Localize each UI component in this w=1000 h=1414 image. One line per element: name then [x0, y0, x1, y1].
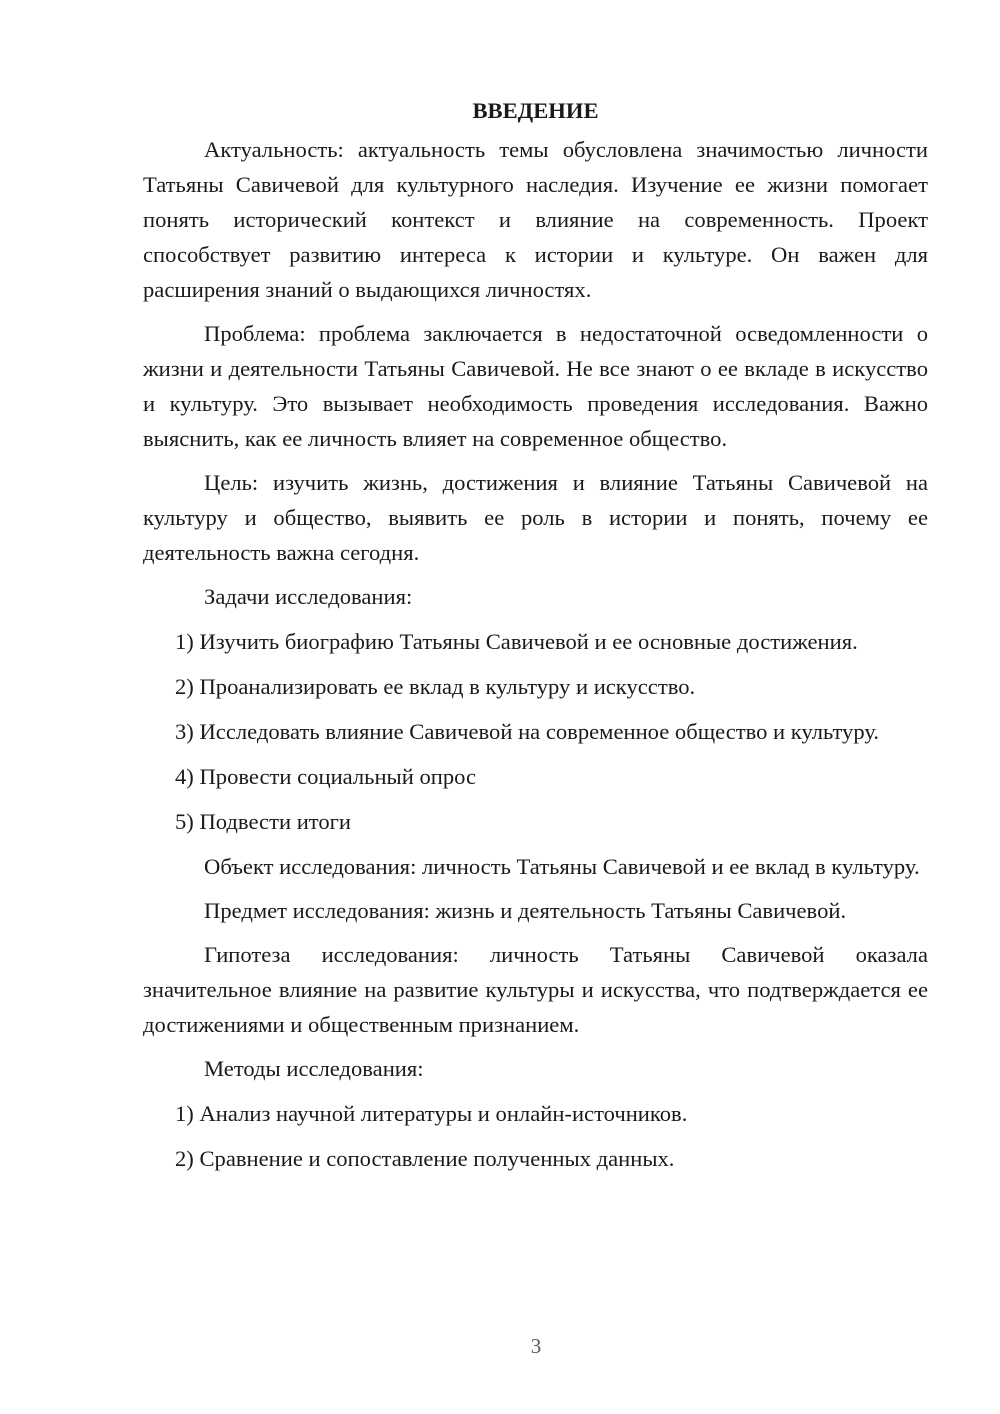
task-item: 2) Проанализировать ее вклад в культуру и искусство.	[175, 674, 696, 699]
tasks-heading: Задачи исследования:	[204, 584, 413, 609]
task-item: 4) Провести социальный опрос	[175, 764, 477, 789]
task-item: 1) Изучить биографию Татьяны Савичевой и ее основные достижения.	[175, 629, 858, 654]
task-item: 3) Исследовать влияние Савичевой на современное общество и культуру.	[175, 719, 880, 744]
methods-heading: Методы исследования:	[204, 1056, 424, 1081]
subject-paragraph: Предмет исследования: жизнь и деятельность Татьяны Савичевой.	[204, 898, 847, 923]
object-paragraph: Объект исследования: личность Татьяны Савичевой и ее вклад в культуру.	[204, 854, 920, 879]
method-item: 1) Анализ научной литературы и онлайн-источников.	[175, 1101, 688, 1126]
relevance-paragraph: Актуальность: актуальность темы обусловлена значимостью личности Татьяны Савичевой для культурного наследия. Изучение ее жизни помогает понять исторический контекст и влияние на современность. Проект способствует развитию интереса к истории и культуре. Он важен для расширения знаний о выдающихся личностях.	[143, 137, 928, 302]
problem-paragraph: Проблема: проблема заключается в недостаточной осведомленности о жизни и деятельности Татьяны Савичевой. Не все знают о ее вкладе в искусство и культуру. Это вызывает необходимость проведения исследования. Важно выяснить, как ее личность влияет на современное общество.	[143, 321, 928, 451]
method-item: 2) Сравнение и сопоставление полученных данных.	[175, 1146, 675, 1171]
document-body	[143, 96, 928, 1186]
goal-paragraph: Цель: изучить жизнь, достижения и влияние Татьяны Савичевой на культуру и общество, выявить ее роль в истории и понять, почему ее деятельность важна сегодня.	[143, 470, 928, 565]
page-title: ВВЕДЕНИЕ	[472, 98, 599, 123]
page-number: 3	[530, 1334, 542, 1358]
task-item: 5) Подвести итоги	[175, 809, 352, 834]
hypothesis-paragraph: Гипотеза исследования: личность Татьяны Савичевой оказала значительное влияние на развитие культуры и искусства, что подтверждается ее достижениями и общественным признанием.	[143, 942, 928, 1037]
